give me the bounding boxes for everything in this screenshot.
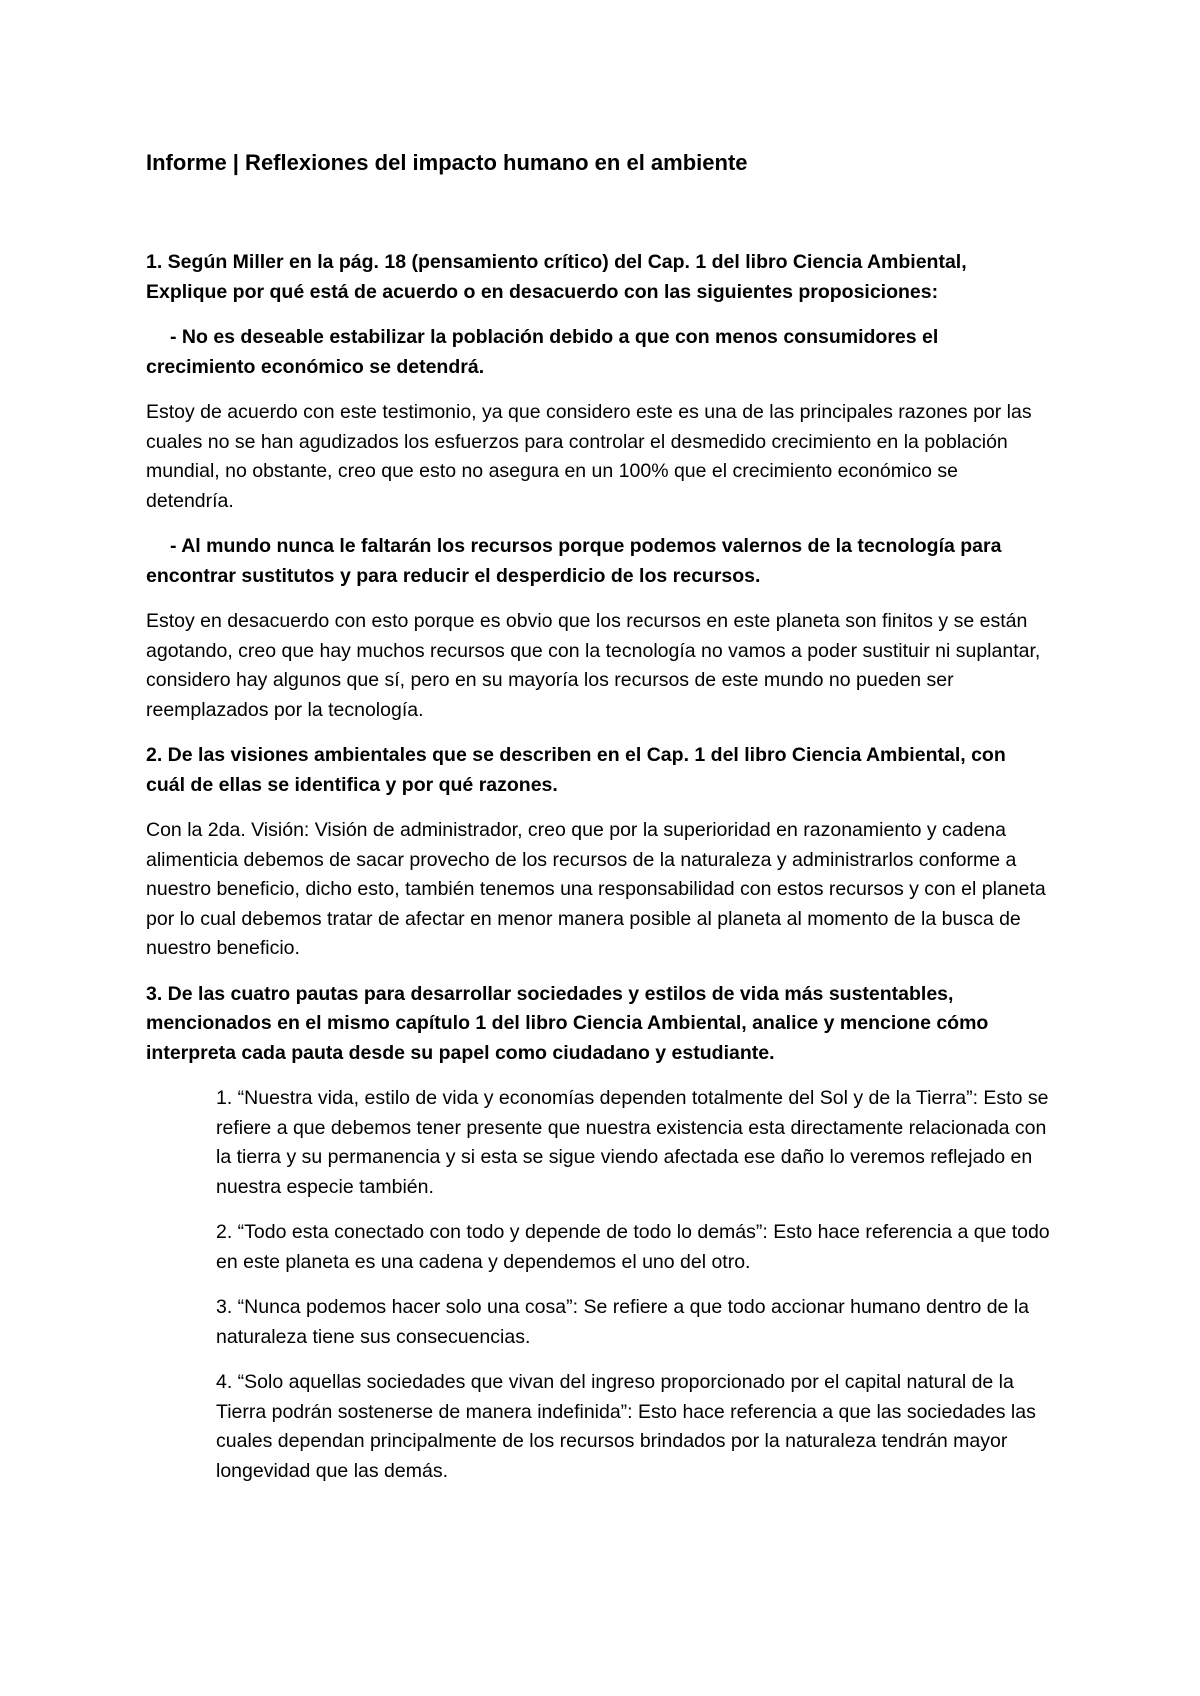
guidelines-list bbox=[146, 1084, 1050, 1486]
answer-1: Estoy de acuerdo con este testimonio, ya que considero este es una de las principales razones por las cuales no se han agudizados los esfuerzos para controlar el desmedido crecimiento en la población mundial, no obstante, creo que esto no asegura en un 100% que el crecimiento económico se detendría. bbox=[146, 401, 1032, 512]
answer-question-2: Con la 2da. Visión: Visión de administrador, creo que por la superioridad en razonamiento y cadena alimenticia debemos de sacar provecho de los recursos de la naturaleza y administrarlos conforme a nuestro beneficio, dicho esto, también tenemos una responsabilidad con estos recursos y con el planeta por lo cual debemos tratar de afectar en menor manera posible al planeta al momento de la busca de nuestro beneficio. bbox=[146, 819, 1046, 959]
question-2: 2. De las visiones ambientales que se describen en el Cap. 1 del libro Ciencia Ambiental, con cuál de ellas se identifica y por qué razones. bbox=[146, 744, 1006, 796]
question-3: 3. De las cuatro pautas para desarrollar sociedades y estilos de vida más sustentables, mencionados en el mismo capítulo 1 del libro Ciencia Ambiental, analice y mencione cómo interpreta cada pauta desde su papel como ciudadano y estudiante. bbox=[146, 982, 989, 1064]
question-3-section bbox=[146, 980, 1050, 1487]
question-1: 1. Según Miller en la pág. 18 (pensamiento crítico) del Cap. 1 del libro Ciencia Ambiental, Explique por qué está de acuerdo o en desacuerdo con las siguientes proposiciones: bbox=[146, 251, 967, 303]
guideline-item: 3. “Nunca podemos hacer solo una cosa”: Se refiere a que todo accionar humano dentro de la naturaleza tiene sus consecuencias. bbox=[216, 1296, 1030, 1348]
guideline-item: 2. “Todo esta conectado con todo y depende de todo lo demás”: Esto hace referencia a que todo en este planeta es una cadena y dependemos el uno del otro. bbox=[216, 1221, 1050, 1273]
guideline-item: 4. “Solo aquellas sociedades que vivan del ingreso proporcionado por el capital natural de la Tierra podrán sostenerse de manera indefinida”: Esto hace referencia a que las sociedades las cuales dependan principalmente de los recursos brindados por la naturaleza tendrán mayor longevidad que las demás. bbox=[216, 1371, 1036, 1482]
question-1-section bbox=[146, 248, 1050, 725]
document-title: Informe | Reflexiones del impacto humano en el ambiente bbox=[146, 150, 748, 175]
proposition-1: - No es deseable estabilizar la población debido a que con menos consumidores el crecimiento económico se detendrá. bbox=[146, 326, 939, 378]
question-2-section bbox=[146, 741, 1050, 964]
answer-2: Estoy en desacuerdo con esto porque es obvio que los recursos en este planeta son finitos y se están agotando, creo que hay muchos recursos que con la tecnología no vamos a poder sustituir ni suplantar, considero hay algunos que sí, pero en su mayoría los recursos de este mundo no pueden ser reemplazados por la tecnología. bbox=[146, 610, 1041, 721]
guideline-item: 1. “Nuestra vida, estilo de vida y economías dependen totalmente del Sol y de la Tierra”: Esto se refiere a que debemos tener presente que nuestra existencia esta directamente relacionada con la tierra y su permanencia y si esta se sigue viendo afectada ese daño lo veremos reflejado en nuestra especie también. bbox=[216, 1087, 1049, 1198]
proposition-2: - Al mundo nunca le faltarán los recursos porque podemos valernos de la tecnología para encontrar sustitutos y para reducir el desperdicio de los recursos. bbox=[146, 535, 1002, 587]
